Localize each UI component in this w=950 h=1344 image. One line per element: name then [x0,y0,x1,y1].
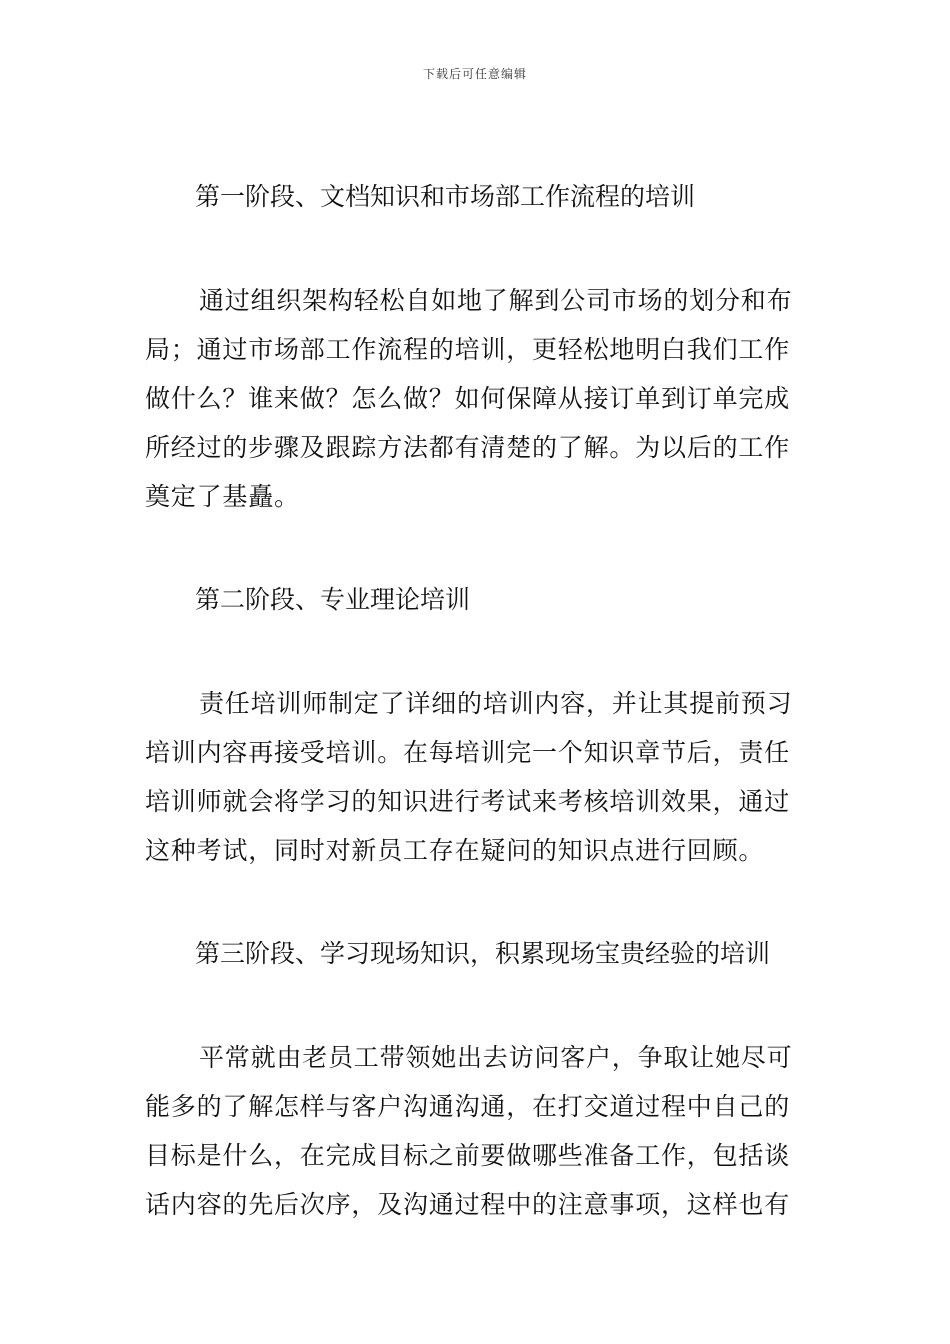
paragraph-line: 通过组织架构轻松自如地了解到公司市场的划分和布 [199,286,793,315]
document-body [145,172,807,1283]
header-note: 下载后可任意编辑 [422,67,527,81]
section-paragraph-2 [145,679,807,875]
paragraph-line: 做什么？谁来做？怎么做？如何保障从接订单到订单完成 [145,384,791,413]
paragraph-line: 培训内容再接受培训。在每培训完一个知识章节后，责任 [145,738,791,767]
paragraph-line: 所经过的步骤及跟踪方法都有清楚的了解。为以后的工作 [145,433,791,462]
paragraph-line: 奠定了基矗。 [145,482,300,511]
paragraph-line: 责任培训师制定了详细的培训内容，并让其提前预习 [199,689,793,718]
paragraph-line: 能多的了解怎样与客户沟通沟通，在打交道过程中自己的 [145,1092,791,1121]
paragraph-line: 话内容的先后次序，及沟通过程中的注意事项，这样也有 [145,1190,791,1219]
section-paragraph-3 [145,1033,807,1229]
paragraph-line: 这种考试，同时对新员工存在疑问的知识点进行回顾。 [145,836,765,865]
paragraph-line: 培训师就会将学习的知识进行考试来考核培训效果，通过 [145,787,791,816]
section-heading-2: 第二阶段、专业理论培训 [195,585,471,614]
paragraph-line: 局；通过市场部工作流程的培训，更轻松地明白我们工作 [145,335,791,364]
section-heading-3: 第三阶段、学习现场知识，积累现场宝贵经验的培训 [195,939,771,968]
paragraph-line: 平常就由老员工带领她出去访问客户，争取让她尽可 [199,1043,793,1072]
section-heading-1: 第一阶段、文档知识和市场部工作流程的培训 [195,182,696,211]
section-paragraph-1 [145,276,807,521]
paragraph-line: 目标是什么，在完成目标之前要做哪些准备工作，包括谈 [145,1141,791,1170]
